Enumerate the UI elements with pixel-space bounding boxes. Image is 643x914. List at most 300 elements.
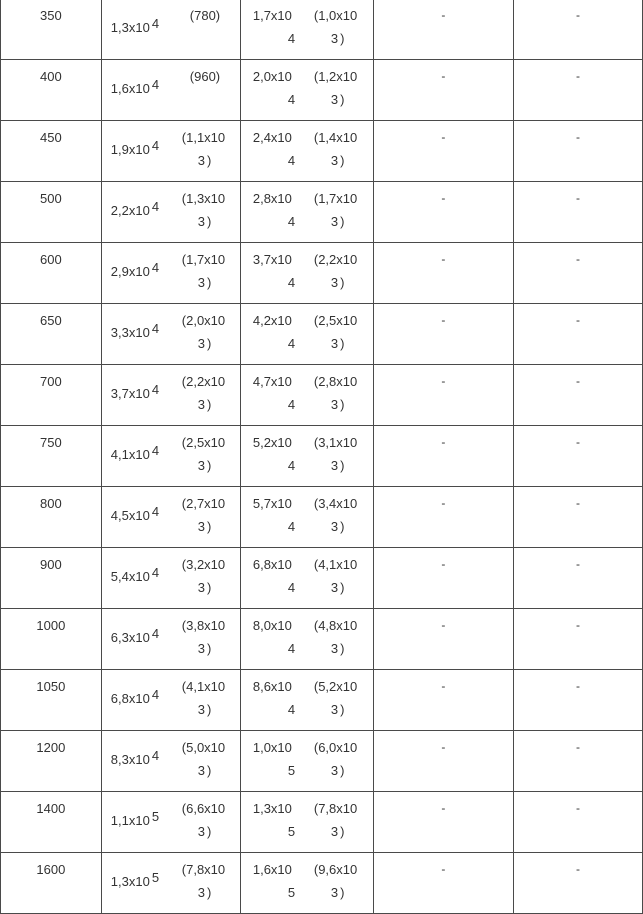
value-a-cell — [101, 609, 240, 670]
value-b-paren-mantissa: (4,8x10 — [313, 618, 358, 633]
value-c-cell — [373, 365, 513, 426]
value-b-group — [241, 548, 373, 608]
value-a-cell — [101, 365, 240, 426]
value-b-paren-exponent-line — [331, 92, 345, 107]
value-a — [110, 626, 160, 645]
value-a-group — [102, 304, 240, 364]
value-a-paren-mantissa: (2,2x10 — [181, 374, 226, 389]
value-b-group — [241, 0, 373, 59]
value-b-exponent: 4 — [287, 641, 296, 656]
value-b-cell — [240, 365, 373, 426]
value-d-cell — [513, 121, 642, 182]
load-value: 900 — [40, 557, 62, 572]
value-a-paren-exponent: 3 — [197, 458, 206, 473]
table-row — [1, 0, 643, 60]
value-a-paren-mantissa: (3,8x10 — [181, 618, 226, 633]
value-a — [110, 199, 160, 218]
value-a-paren-mantissa: (4,1x10 — [181, 679, 226, 694]
value-b-exponent: 5 — [287, 763, 296, 778]
table-row — [1, 609, 643, 670]
table-row — [1, 121, 643, 182]
value-b-exponent: 4 — [287, 31, 296, 46]
value-b-paren-exponent-line — [331, 397, 345, 412]
value-a-exponent: 4 — [151, 260, 160, 275]
value-a-paren-mantissa: (2,7x10 — [181, 496, 226, 511]
value-a-paren-mantissa: (6,6x10 — [181, 801, 226, 816]
value-a-paren-close: ) — [207, 458, 212, 473]
value-b-paren-exponent-line — [331, 702, 345, 717]
value-b-paren-exponent: 3 — [330, 31, 339, 46]
table-row — [1, 365, 643, 426]
value-a-exponent: 4 — [151, 77, 160, 92]
value-c: - — [441, 191, 446, 205]
value-a-paren-close: ) — [207, 214, 212, 229]
value-a-cell — [101, 304, 240, 365]
value-a-mantissa: 1,6x10 — [110, 81, 150, 96]
value-a-paren-exponent: 3 — [197, 336, 206, 351]
value-a-paren-mantissa: (1,3x10 — [181, 191, 226, 206]
value-b-mantissa: 1,6x10 — [252, 862, 292, 877]
value-b-paren-close: ) — [340, 519, 345, 534]
value-a-paren: (960) — [189, 69, 221, 84]
value-b-group — [241, 304, 373, 364]
value-b-paren-exponent: 3 — [330, 214, 339, 229]
value-a-paren-exponent: 3 — [197, 885, 206, 900]
load-value: 1400 — [36, 801, 66, 816]
value-b-paren-close: ) — [340, 153, 345, 168]
value-d-cell — [513, 60, 642, 121]
value-b-exponent: 4 — [287, 275, 296, 290]
value-b-paren-close: ) — [340, 702, 345, 717]
value-b-cell — [240, 853, 373, 914]
value-b-mantissa: 8,6x10 — [252, 679, 292, 694]
value-c-cell — [373, 609, 513, 670]
value-b-cell — [240, 487, 373, 548]
value-b-cell — [240, 548, 373, 609]
value-b-mantissa: 6,8x10 — [252, 557, 292, 572]
value-b-cell — [240, 0, 373, 60]
value-b-paren-close: ) — [340, 824, 345, 839]
value-b-cell — [240, 670, 373, 731]
value-a-exponent: 4 — [151, 382, 160, 397]
value-b-exponent: 5 — [287, 885, 296, 900]
value-d-cell — [513, 487, 642, 548]
value-b-paren-close: ) — [340, 763, 345, 778]
value-b-paren-exponent: 3 — [330, 153, 339, 168]
table-row — [1, 243, 643, 304]
value-a-cell — [101, 853, 240, 914]
load-value: 650 — [40, 313, 62, 328]
value-b-paren-exponent: 3 — [330, 92, 339, 107]
load-value: 400 — [40, 69, 62, 84]
value-d: - — [575, 740, 580, 754]
value-a-cell — [101, 548, 240, 609]
value-b-exponent: 4 — [287, 397, 296, 412]
value-a-paren-exponent: 3 — [197, 153, 206, 168]
load-cell — [1, 365, 102, 426]
value-d: - — [575, 313, 580, 327]
value-d-cell — [513, 792, 642, 853]
table-body — [1, 0, 643, 914]
value-b-paren-exponent: 3 — [330, 275, 339, 290]
value-b-paren-exponent: 3 — [330, 519, 339, 534]
value-a-paren-exponent: 3 — [197, 580, 206, 595]
value-c-cell — [373, 487, 513, 548]
value-b-paren-exponent: 3 — [330, 702, 339, 717]
value-b-paren-close: ) — [340, 580, 345, 595]
value-d-cell — [513, 853, 642, 914]
load-cell — [1, 182, 102, 243]
value-d-cell — [513, 426, 642, 487]
value-a-paren-exponent-line — [198, 580, 212, 595]
value-c-cell — [373, 731, 513, 792]
value-a-mantissa: 4,5x10 — [110, 508, 150, 523]
value-b-paren-exponent-line — [331, 214, 345, 229]
value-c: - — [441, 435, 446, 449]
value-a-mantissa: 1,1x10 — [110, 813, 150, 828]
value-a — [110, 77, 160, 96]
value-a — [110, 321, 160, 340]
value-b-cell — [240, 609, 373, 670]
value-b-group — [241, 60, 373, 120]
load-value: 750 — [40, 435, 62, 450]
value-b-group — [241, 182, 373, 242]
value-a-exponent: 4 — [151, 199, 160, 214]
load-cell — [1, 792, 102, 853]
load-cell — [1, 548, 102, 609]
value-a-paren-exponent: 3 — [197, 641, 206, 656]
value-a-group — [102, 182, 240, 242]
table-row — [1, 670, 643, 731]
value-a-paren-close: ) — [207, 580, 212, 595]
value-a-paren-exponent-line — [198, 275, 212, 290]
value-c: - — [441, 252, 446, 266]
value-a-paren-close: ) — [207, 275, 212, 290]
load-value: 350 — [40, 8, 62, 23]
value-a-cell — [101, 121, 240, 182]
value-b-paren-mantissa: (2,8x10 — [313, 374, 358, 389]
value-b-group — [241, 487, 373, 547]
value-a-mantissa: 2,9x10 — [110, 264, 150, 279]
value-a-group — [102, 609, 240, 669]
load-value: 700 — [40, 374, 62, 389]
value-a — [110, 138, 160, 157]
value-b-cell — [240, 243, 373, 304]
value-b-paren-exponent-line — [331, 824, 345, 839]
value-b-paren-exponent-line — [331, 885, 345, 900]
load-cell — [1, 304, 102, 365]
value-a-group — [102, 60, 240, 120]
value-b-paren-exponent: 3 — [330, 580, 339, 595]
value-a-paren-exponent-line — [198, 214, 212, 229]
value-a — [110, 809, 160, 828]
value-a-paren-exponent-line — [198, 885, 212, 900]
value-b-paren-mantissa: (3,4x10 — [313, 496, 358, 511]
value-b-mantissa: 2,0x10 — [252, 69, 292, 84]
value-c: - — [441, 557, 446, 571]
value-a-paren-exponent: 3 — [197, 763, 206, 778]
value-a-paren-exponent-line — [198, 153, 212, 168]
value-a-cell — [101, 487, 240, 548]
value-c: - — [441, 740, 446, 754]
load-value: 500 — [40, 191, 62, 206]
value-b-mantissa: 2,4x10 — [252, 130, 292, 145]
value-b-mantissa: 4,2x10 — [252, 313, 292, 328]
value-b-group — [241, 426, 373, 486]
value-b-cell — [240, 426, 373, 487]
load-value: 1000 — [36, 618, 66, 633]
value-a-paren: (780) — [189, 8, 221, 23]
value-a-group — [102, 243, 240, 303]
value-a-exponent: 4 — [151, 626, 160, 641]
value-c-cell — [373, 0, 513, 60]
value-b-exponent: 4 — [287, 702, 296, 717]
value-a-paren-exponent: 3 — [197, 397, 206, 412]
load-cell — [1, 609, 102, 670]
value-a-exponent: 4 — [151, 504, 160, 519]
value-b-paren-close: ) — [340, 92, 345, 107]
table-row — [1, 792, 643, 853]
value-a-group — [102, 121, 240, 181]
value-a-paren-exponent: 3 — [197, 824, 206, 839]
value-a-mantissa: 1,9x10 — [110, 142, 150, 157]
load-cell — [1, 243, 102, 304]
value-b-exponent: 4 — [287, 214, 296, 229]
value-b-group — [241, 243, 373, 303]
value-a-paren-exponent: 3 — [197, 519, 206, 534]
value-c-cell — [373, 853, 513, 914]
value-b-cell — [240, 304, 373, 365]
value-b-mantissa: 5,7x10 — [252, 496, 292, 511]
value-a-mantissa: 6,3x10 — [110, 630, 150, 645]
load-cell — [1, 60, 102, 121]
value-b-cell — [240, 121, 373, 182]
value-a-exponent: 5 — [151, 809, 160, 824]
value-c-cell — [373, 121, 513, 182]
value-b-exponent: 4 — [287, 519, 296, 534]
value-a-cell — [101, 243, 240, 304]
value-a-paren-exponent: 3 — [197, 275, 206, 290]
value-c-cell — [373, 182, 513, 243]
value-b-paren-exponent-line — [331, 580, 345, 595]
value-b-paren-exponent-line — [331, 275, 345, 290]
value-b-mantissa: 2,8x10 — [252, 191, 292, 206]
load-value: 1600 — [36, 862, 66, 877]
value-a-paren-close: ) — [207, 153, 212, 168]
value-a — [110, 748, 160, 767]
value-b-mantissa: 1,0x10 — [252, 740, 292, 755]
value-b-group — [241, 121, 373, 181]
value-b-group — [241, 792, 373, 852]
value-b-paren-close: ) — [340, 397, 345, 412]
value-b-exponent: 4 — [287, 580, 296, 595]
value-a-paren-mantissa: (1,7x10 — [181, 252, 226, 267]
load-value: 800 — [40, 496, 62, 511]
value-a-paren-exponent: 3 — [197, 214, 206, 229]
value-b-paren-exponent: 3 — [330, 397, 339, 412]
value-a-cell — [101, 0, 240, 60]
value-b-paren-exponent: 3 — [330, 458, 339, 473]
value-c-cell — [373, 243, 513, 304]
value-b-mantissa: 4,7x10 — [252, 374, 292, 389]
value-b-paren-exponent-line — [331, 763, 345, 778]
table-row — [1, 182, 643, 243]
value-b-cell — [240, 182, 373, 243]
value-c: - — [441, 618, 446, 632]
value-b-paren-mantissa: (9,6x10 — [313, 862, 358, 877]
value-a-paren-close: ) — [207, 519, 212, 534]
value-b-paren-mantissa: (5,2x10 — [313, 679, 358, 694]
value-a-mantissa: 6,8x10 — [110, 691, 150, 706]
load-value: 1050 — [36, 679, 66, 694]
value-a — [110, 16, 160, 35]
value-a-paren-close: ) — [207, 336, 212, 351]
value-d: - — [575, 862, 580, 876]
value-b-paren-mantissa: (2,2x10 — [313, 252, 358, 267]
value-a-group — [102, 0, 240, 59]
value-a-paren-exponent-line — [198, 397, 212, 412]
value-a-cell — [101, 426, 240, 487]
value-a-paren-exponent-line — [198, 824, 212, 839]
value-d: - — [575, 130, 580, 144]
value-c-cell — [373, 548, 513, 609]
value-c-cell — [373, 792, 513, 853]
value-a-mantissa: 1,3x10 — [110, 20, 150, 35]
value-a-exponent: 4 — [151, 687, 160, 702]
value-b-paren-close: ) — [340, 458, 345, 473]
load-cell — [1, 121, 102, 182]
value-b-cell — [240, 792, 373, 853]
value-a — [110, 382, 160, 401]
value-d: - — [575, 69, 580, 83]
value-b-group — [241, 853, 373, 913]
value-d: - — [575, 252, 580, 266]
value-a-group — [102, 365, 240, 425]
value-a-paren-exponent-line — [198, 763, 212, 778]
value-a-mantissa: 3,7x10 — [110, 386, 150, 401]
value-a-mantissa: 5,4x10 — [110, 569, 150, 584]
value-b-cell — [240, 731, 373, 792]
value-a-group — [102, 853, 240, 913]
table-row — [1, 60, 643, 121]
value-a-paren-exponent-line — [198, 702, 212, 717]
value-a-group — [102, 792, 240, 852]
value-d-cell — [513, 0, 642, 60]
value-c: - — [441, 862, 446, 876]
value-d-cell — [513, 670, 642, 731]
value-a-paren-mantissa: (7,8x10 — [181, 862, 226, 877]
value-c: - — [441, 8, 446, 22]
value-a-paren-close: ) — [207, 641, 212, 656]
value-a-paren-mantissa: (1,1x10 — [181, 130, 226, 145]
value-a-cell — [101, 670, 240, 731]
value-a-paren-close: ) — [207, 702, 212, 717]
value-a-mantissa: 1,3x10 — [110, 874, 150, 889]
value-a-paren-close: ) — [207, 397, 212, 412]
value-c-cell — [373, 670, 513, 731]
value-c: - — [441, 679, 446, 693]
value-b-group — [241, 670, 373, 730]
value-c: - — [441, 374, 446, 388]
value-a-paren-close: ) — [207, 885, 212, 900]
load-value: 600 — [40, 252, 62, 267]
value-d: - — [575, 801, 580, 815]
value-d: - — [575, 557, 580, 571]
value-b-paren-mantissa: (6,0x10 — [313, 740, 358, 755]
load-cell — [1, 426, 102, 487]
table-row — [1, 548, 643, 609]
table-row — [1, 304, 643, 365]
value-d: - — [575, 191, 580, 205]
value-d-cell — [513, 243, 642, 304]
value-b-paren-exponent-line — [331, 336, 345, 351]
value-b-paren-exponent: 3 — [330, 885, 339, 900]
value-a — [110, 504, 160, 523]
value-b-paren-exponent-line — [331, 519, 345, 534]
value-d: - — [575, 679, 580, 693]
value-a-paren-mantissa: (2,5x10 — [181, 435, 226, 450]
value-b-group — [241, 609, 373, 669]
value-a — [110, 687, 160, 706]
value-c: - — [441, 496, 446, 510]
value-b-exponent: 4 — [287, 336, 296, 351]
value-b-paren-mantissa: (1,7x10 — [313, 191, 358, 206]
value-a-cell — [101, 731, 240, 792]
value-a — [110, 870, 160, 889]
value-a-cell — [101, 60, 240, 121]
value-a-exponent: 4 — [151, 138, 160, 153]
value-b-exponent: 4 — [287, 458, 296, 473]
value-b-paren-exponent: 3 — [330, 824, 339, 839]
value-a-paren-close: ) — [207, 763, 212, 778]
value-d-cell — [513, 609, 642, 670]
value-d-cell — [513, 365, 642, 426]
value-a-paren-close: ) — [207, 824, 212, 839]
value-a — [110, 260, 160, 279]
value-b-group — [241, 365, 373, 425]
value-b-paren-mantissa: (1,4x10 — [313, 130, 358, 145]
table-row — [1, 426, 643, 487]
value-c: - — [441, 313, 446, 327]
value-a-mantissa: 8,3x10 — [110, 752, 150, 767]
load-cell — [1, 0, 102, 60]
value-b-group — [241, 731, 373, 791]
value-a-paren-exponent-line — [198, 336, 212, 351]
value-a-paren-mantissa: (5,0x10 — [181, 740, 226, 755]
value-a-paren-exponent-line — [198, 641, 212, 656]
value-a — [110, 443, 160, 462]
value-a-cell — [101, 182, 240, 243]
value-b-paren-exponent-line — [331, 31, 345, 46]
value-a-mantissa: 4,1x10 — [110, 447, 150, 462]
value-a-exponent: 4 — [151, 443, 160, 458]
value-a-group — [102, 670, 240, 730]
value-d-cell — [513, 731, 642, 792]
value-b-paren-mantissa: (1,0x10 — [313, 8, 358, 23]
value-a-exponent: 4 — [151, 565, 160, 580]
value-d-cell — [513, 304, 642, 365]
value-a-paren-mantissa: (2,0x10 — [181, 313, 226, 328]
value-a — [110, 565, 160, 584]
value-b-exponent: 4 — [287, 153, 296, 168]
value-b-paren-exponent: 3 — [330, 336, 339, 351]
value-d: - — [575, 8, 580, 22]
load-cell — [1, 731, 102, 792]
value-a-group — [102, 487, 240, 547]
value-b-paren-close: ) — [340, 31, 345, 46]
value-b-paren-mantissa: (7,8x10 — [313, 801, 358, 816]
value-b-paren-close: ) — [340, 336, 345, 351]
